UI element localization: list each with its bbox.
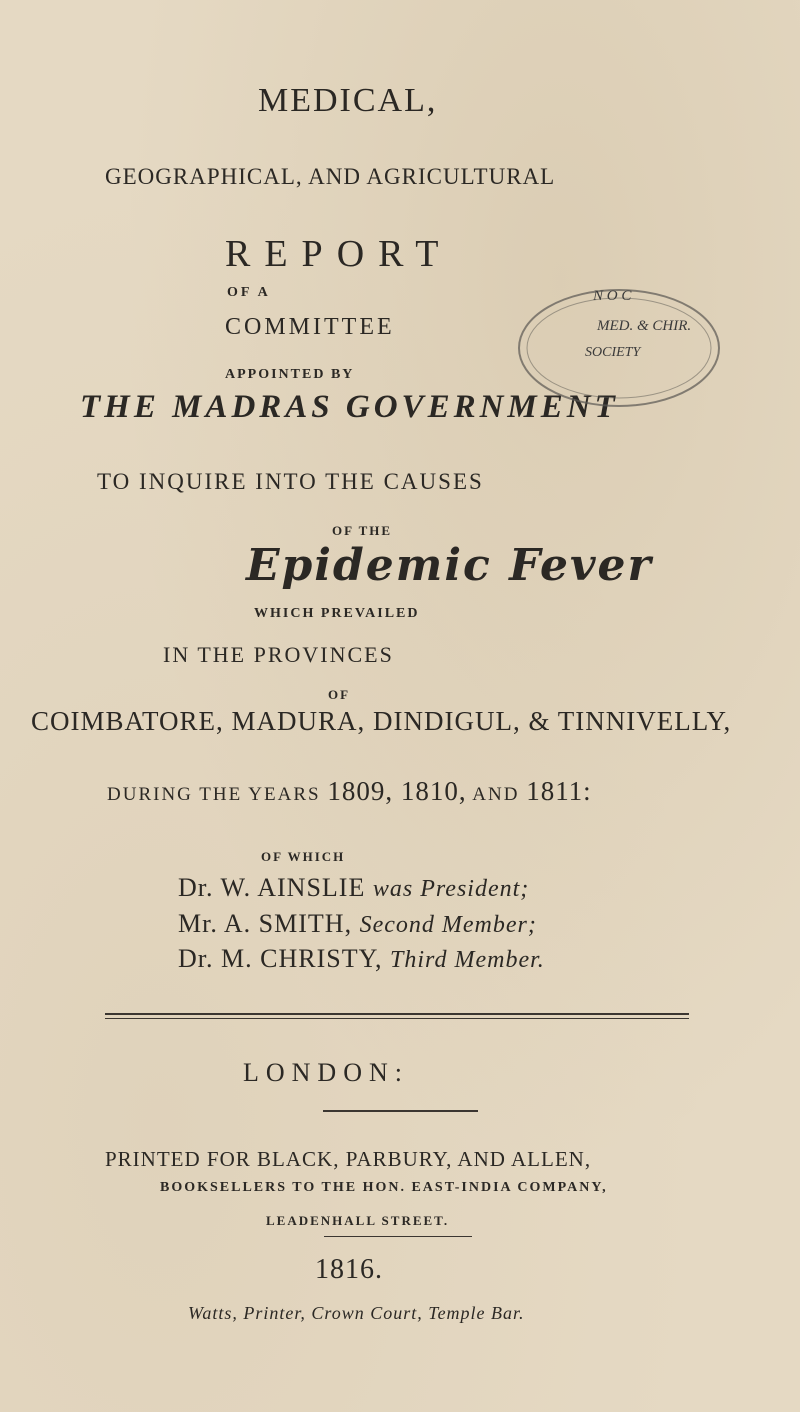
years-and: AND: [466, 784, 527, 805]
subtitle-committee: COMMITTEE: [225, 314, 395, 340]
member-role: was President;: [372, 876, 530, 902]
street-line: LEADENHALL STREET.: [266, 1213, 450, 1228]
stamp-line-3: SOCIETY: [585, 345, 641, 360]
booksellers-line: BOOKSELLERS TO THE HON. EAST-INDIA COMPANY,: [160, 1180, 608, 1195]
member-line: [178, 873, 529, 903]
imprint-rule: [323, 1110, 478, 1112]
double-rule-top: [105, 1013, 689, 1015]
title-report: REPORT: [225, 233, 453, 275]
purpose-line: TO INQUIRE INTO THE CAUSES: [97, 469, 484, 494]
provinces-heading: IN THE PROVINCES: [163, 642, 394, 667]
member-line: [178, 944, 545, 974]
member-line: [178, 909, 537, 939]
member-role: Second Member;: [359, 912, 537, 938]
member-name: Mr. A. SMITH,: [178, 909, 353, 938]
member-name: Dr. M. CHRISTY,: [178, 944, 383, 973]
publication-year: 1816.: [315, 1254, 383, 1285]
of-line: OF: [328, 687, 351, 702]
of-which-line: OF WHICH: [261, 849, 346, 864]
epidemic-fever-heading: Epidemic Fever: [246, 540, 653, 591]
stamp-line-1: N O C: [593, 288, 632, 304]
double-rule-bottom: [105, 1018, 689, 1019]
years-values: 1809, 1810,: [327, 776, 467, 806]
years-line: [107, 776, 592, 807]
imprint-city: LONDON:: [243, 1058, 409, 1087]
provinces-list: COIMBATORE, MADURA, DINDIGUL, & TINNIVELLY,: [31, 706, 732, 736]
which-prevailed-line: WHICH PREVAILED: [254, 606, 420, 621]
of-the-line: OF THE: [332, 523, 393, 538]
member-name: Dr. W. AINSLIE: [178, 873, 366, 902]
library-stamp: [505, 284, 733, 414]
title-line-medical: MEDICAL,: [258, 82, 438, 119]
member-role: Third Member.: [390, 947, 545, 973]
publisher-line: PRINTED FOR BLACK, PARBURY, AND ALLEN,: [105, 1147, 592, 1171]
subtitle-government: THE MADRAS GOVERNMENT: [80, 389, 619, 425]
title-line-geographical: GEOGRAPHICAL, AND AGRICULTURAL: [105, 164, 556, 189]
years-prefix: DURING THE YEARS: [107, 784, 328, 805]
subtitle-of-a: OF A: [227, 285, 271, 300]
subtitle-appointed-by: APPOINTED BY: [225, 367, 355, 382]
years-last: 1811:: [526, 776, 592, 806]
stamp-line-2: MED. & CHIR.: [597, 318, 692, 334]
year-rule: [324, 1236, 472, 1237]
printer-line: Watts, Printer, Crown Court, Temple Bar.: [188, 1303, 525, 1323]
